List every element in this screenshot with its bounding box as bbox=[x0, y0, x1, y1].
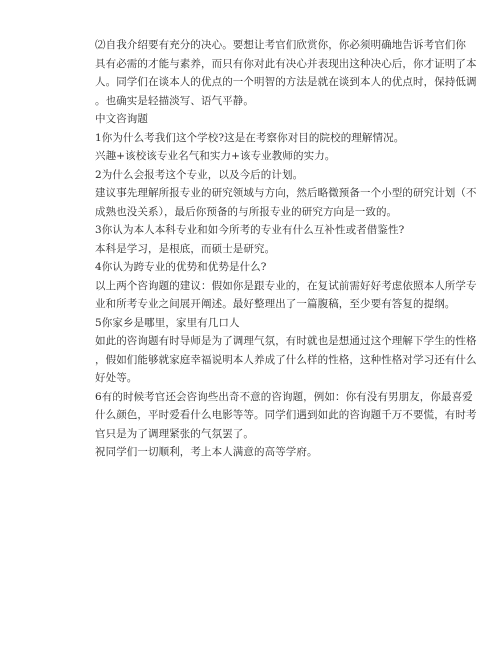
answer-line: 什么颜色，平时爱看什么电影等等。同学们遇到如此的咨询题千万不要慌，有时考 bbox=[95, 409, 477, 421]
question-line: 2为什么会报考这个专业，以及今后的计划。 bbox=[95, 168, 304, 181]
paragraph-line: 。也确实是轻描淡写、语气平静。 bbox=[95, 94, 254, 107]
answer-line: 业和所考专业之间展开阐述。最好整理出了一篇腹稿，至少要有答复的提纲。 bbox=[95, 298, 456, 310]
answer-line: 兴趣+该校该专业名气和实力+该专业教师的实力。 bbox=[95, 150, 336, 162]
answer-line: 好处等。 bbox=[95, 372, 138, 384]
answer-line: 官只是为了调理紧张的气氛罢了。 bbox=[95, 427, 254, 440]
section-heading: 中文咨询题 bbox=[95, 113, 148, 125]
paragraph-line: ⑵自我介绍要有充分的决心。要想让考官们欣赏你，你必须明确地告诉考官们你 bbox=[95, 39, 466, 51]
question-line: 5你家乡是哪里，家里有几口人 bbox=[95, 316, 240, 329]
answer-line: ，假如们能够就家庭幸福说明本人养成了什么样的性格，这种性格对学习还有什么 bbox=[95, 353, 477, 366]
question-line: 6有的时候考官还会咨询些出奇不意的咨询题，例如：你有没有男朋友，你最喜爱 bbox=[95, 390, 473, 403]
answer-line: 成熟也没关系），最后你预备的与所报专业的研究方向是一致的。 bbox=[95, 205, 398, 218]
paragraph-line: 具有必需的才能与素养，而只有你对此有决心并表现出这种决心后，你才证明了本 bbox=[95, 57, 477, 70]
question-line: 1你为什么考我们这个学校?这是在考察你对目的院校的理解情况。 bbox=[95, 131, 405, 144]
answer-line: 本科是学习，是根底，而硕士是研究。 bbox=[95, 242, 276, 255]
document-body bbox=[95, 36, 477, 462]
answer-line: 如此的咨询题有时导师是为了调理气氛，有时就也是想通过这个理解下学生的性格 bbox=[95, 335, 477, 347]
question-line: 4你认为跨专业的优势和优势是什么? bbox=[95, 261, 267, 273]
answer-line: 建议事先理解所报专业的研究领域与方向，然后略微预备一个小型的研究计划（不 bbox=[95, 187, 477, 199]
closing-line: 祝同学们一切顺利，考上本人满意的高等学府。 bbox=[95, 446, 318, 458]
question-line: 3你认为本人本科专业和如今所考的专业有什么互补性或者借鉴性? bbox=[95, 224, 405, 236]
answer-line: 以上两个咨询题的建议：假如你是跟专业的，在复试前需好好考虑依照本人所学专 bbox=[95, 279, 477, 292]
paragraph-line: 人。同学们在谈本人的优点的一个明智的方法是就在谈到本人的优点时，保持低调 bbox=[95, 76, 477, 88]
